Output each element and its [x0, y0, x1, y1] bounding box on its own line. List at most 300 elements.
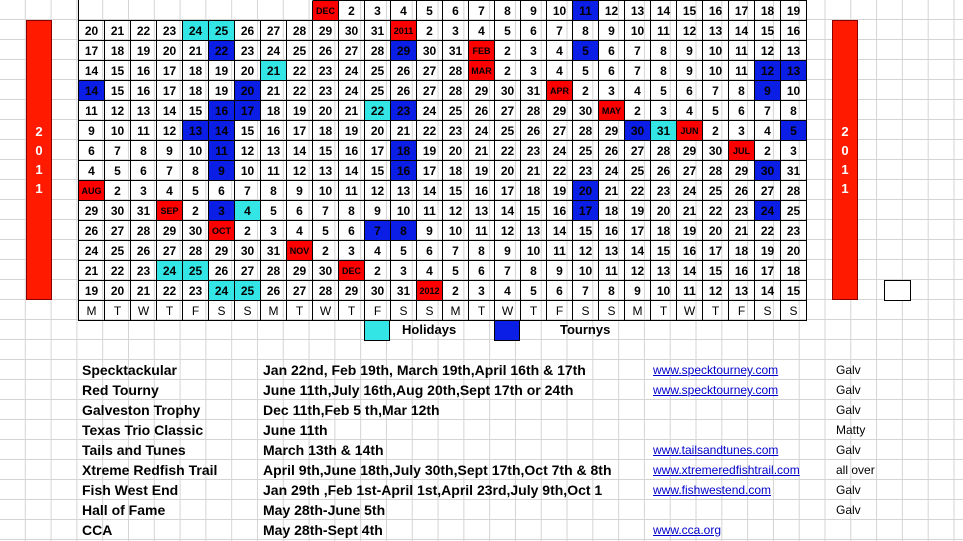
calendar-day-cell: 19 [677, 220, 703, 240]
year-digit: 0 [35, 143, 43, 158]
calendar-day-cell: 3 [651, 100, 677, 120]
event-region: Galv [836, 383, 861, 397]
calendar-day-cell: 19 [547, 180, 573, 200]
calendar-day-cell: 18 [105, 40, 131, 60]
weekday-header-cell: F [365, 300, 391, 320]
calendar-day-cell: 27 [417, 80, 443, 100]
calendar-day-cell: 4 [677, 100, 703, 120]
calendar-day-cell: 2 [339, 0, 365, 20]
calendar-day-cell: 4 [365, 240, 391, 260]
calendar-day-cell: 25 [365, 80, 391, 100]
calendar-day-cell: 31 [443, 40, 469, 60]
event-row [0, 360, 963, 380]
month-marker-cell: DEC [313, 0, 339, 20]
calendar-day-cell: 17 [235, 100, 261, 120]
calendar-day-cell: 23 [131, 260, 157, 280]
calendar-day-cell: 15 [313, 140, 339, 160]
calendar-day-cell: 8 [599, 280, 625, 300]
calendar-day-cell: 8 [729, 80, 755, 100]
calendar-day-cell: 31 [365, 20, 391, 40]
year-digit: 1 [35, 162, 43, 177]
calendar-day-cell: 20 [235, 80, 261, 100]
calendar-day-cell: 15 [703, 260, 729, 280]
calendar-day-cell: 19 [131, 40, 157, 60]
calendar-day-cell: 18 [183, 60, 209, 80]
calendar-day-cell: 31 [521, 80, 547, 100]
calendar-day-cell: 29 [79, 200, 105, 220]
calendar-day-cell: 26 [651, 160, 677, 180]
year-banner-left [26, 20, 52, 300]
year-digit: 2 [841, 124, 849, 139]
calendar-day-cell: 15 [781, 280, 807, 300]
calendar-day-cell: 18 [261, 100, 287, 120]
calendar-day-cell: 25 [209, 20, 235, 40]
calendar-day-cell: 14 [287, 140, 313, 160]
calendar-day-cell: 10 [521, 240, 547, 260]
calendar-day-cell: 11 [261, 160, 287, 180]
event-region: Galv [836, 363, 861, 377]
year-digit: 1 [35, 181, 43, 196]
calendar-day-cell: 11 [651, 20, 677, 40]
calendar-day-cell: 12 [365, 180, 391, 200]
calendar-day-cell: 31 [391, 280, 417, 300]
event-link[interactable]: www.fishwestend.com [653, 483, 772, 497]
weekday-header-cell: S [599, 300, 625, 320]
month-marker-cell: JUN [677, 120, 703, 140]
year-digit: 2 [35, 124, 43, 139]
calendar-day-cell: 19 [339, 120, 365, 140]
calendar-day-cell: 2 [365, 260, 391, 280]
calendar-day-cell: 29 [469, 80, 495, 100]
calendar-day-cell: 9 [157, 140, 183, 160]
calendar-day-cell [105, 0, 131, 20]
calendar-day-cell: 20 [495, 160, 521, 180]
calendar-day-cell: 7 [235, 180, 261, 200]
calendar-day-cell: 5 [703, 100, 729, 120]
event-region: Galv [836, 403, 861, 417]
calendar-day-cell: 17 [157, 60, 183, 80]
calendar-day-cell [235, 0, 261, 20]
calendar-day-cell: 29 [339, 280, 365, 300]
calendar-day-cell: 16 [339, 140, 365, 160]
calendar-day-cell: 28 [287, 20, 313, 40]
calendar-day-cell: 21 [261, 80, 287, 100]
calendar-day-cell: 29 [729, 160, 755, 180]
calendar-day-cell: 25 [781, 200, 807, 220]
calendar-day-cell: 16 [469, 180, 495, 200]
calendar-day-cell: 13 [625, 0, 651, 20]
weekday-header-cell: T [521, 300, 547, 320]
calendar-day-cell: 10 [391, 200, 417, 220]
calendar-day-cell: 2 [703, 120, 729, 140]
calendar-day-cell: 21 [183, 40, 209, 60]
calendar-day-cell: 8 [651, 40, 677, 60]
calendar-day-cell: 29 [547, 100, 573, 120]
event-link[interactable]: www.tailsandtunes.com [653, 443, 779, 457]
calendar-day-cell: 3 [365, 0, 391, 20]
event-row [0, 420, 963, 440]
calendar-day-cell: 5 [495, 20, 521, 40]
calendar-day-cell: 30 [755, 160, 781, 180]
calendar-day-cell: 14 [79, 60, 105, 80]
calendar-day-cell: 14 [157, 100, 183, 120]
calendar-day-cell: 16 [261, 120, 287, 140]
calendar-day-cell: 13 [599, 240, 625, 260]
calendar-day-cell: 24 [339, 60, 365, 80]
event-dates: May 28th-Sept 4th [263, 522, 383, 538]
calendar-day-cell: 23 [183, 280, 209, 300]
month-marker-cell: JUL [729, 140, 755, 160]
calendar-day-cell: 16 [729, 260, 755, 280]
calendar-day-cell: 10 [547, 0, 573, 20]
calendar-day-cell: 17 [417, 160, 443, 180]
calendar-day-cell: 25 [495, 120, 521, 140]
calendar-day-cell: 15 [677, 0, 703, 20]
calendar-day-cell: 30 [339, 20, 365, 40]
calendar-day-cell: 4 [287, 220, 313, 240]
calendar-day-cell: 9 [209, 160, 235, 180]
calendar-day-cell: 6 [79, 140, 105, 160]
calendar-day-cell: 13 [313, 160, 339, 180]
event-row [0, 400, 963, 420]
month-marker-cell: 2012 [417, 280, 443, 300]
calendar-day-cell: 2 [105, 180, 131, 200]
calendar-day-cell: 10 [313, 180, 339, 200]
calendar-day-cell: 9 [677, 60, 703, 80]
calendar-day-cell: 9 [417, 220, 443, 240]
calendar-day-cell: 22 [625, 180, 651, 200]
calendar-day-cell: 5 [261, 200, 287, 220]
calendar-day-cell: 25 [573, 140, 599, 160]
event-name: Tails and Tunes [82, 442, 186, 458]
calendar-day-cell: 16 [677, 240, 703, 260]
calendar-day-cell: 20 [703, 220, 729, 240]
calendar-day-cell: 4 [547, 40, 573, 60]
calendar-day-cell: 11 [547, 240, 573, 260]
calendar-day-cell: 7 [625, 40, 651, 60]
calendar-day-cell: 23 [729, 200, 755, 220]
calendar-day-cell: 28 [261, 260, 287, 280]
calendar-day-cell: 28 [651, 140, 677, 160]
calendar-day-cell: 18 [599, 200, 625, 220]
calendar-day-cell: 9 [521, 0, 547, 20]
calendar-day-cell: 8 [339, 200, 365, 220]
event-link[interactable]: www.specktourney.com [653, 383, 779, 397]
calendar-day-cell: 10 [651, 280, 677, 300]
calendar-day-cell: 17 [79, 40, 105, 60]
calendar-day-cell: 3 [599, 80, 625, 100]
calendar-day-cell: 22 [157, 280, 183, 300]
calendar-day-cell: 15 [443, 180, 469, 200]
calendar-day-cell: 22 [495, 140, 521, 160]
calendar-day-cell: 2 [183, 200, 209, 220]
calendar-day-cell: 22 [365, 100, 391, 120]
calendar-day-cell: 27 [547, 120, 573, 140]
calendar-day-cell: 18 [183, 80, 209, 100]
calendar-day-cell: 22 [703, 200, 729, 220]
calendar-day-cell: 26 [131, 240, 157, 260]
calendar-day-cell: 7 [443, 240, 469, 260]
calendar-day-cell: 15 [105, 80, 131, 100]
calendar-day-cell: 17 [703, 240, 729, 260]
calendar-day-cell: 23 [443, 120, 469, 140]
calendar-day-cell: 21 [79, 260, 105, 280]
weekday-header-cell: W [131, 300, 157, 320]
calendar-day-cell: 8 [521, 260, 547, 280]
calendar-day-cell: 30 [105, 200, 131, 220]
empty-cell-box [884, 280, 911, 301]
calendar-day-cell: 20 [157, 40, 183, 60]
calendar-day-cell: 11 [729, 60, 755, 80]
calendar-day-cell: 13 [651, 260, 677, 280]
event-row [0, 500, 963, 520]
calendar-day-cell: 23 [521, 140, 547, 160]
weekday-header-cell: S [755, 300, 781, 320]
calendar-day-cell: 16 [547, 200, 573, 220]
tournys-swatch [494, 320, 520, 341]
calendar-day-cell: 16 [131, 80, 157, 100]
calendar-day-cell: 9 [599, 20, 625, 40]
calendar-day-cell: 26 [391, 60, 417, 80]
weekday-header-cell: T [157, 300, 183, 320]
calendar-day-cell: 5 [573, 60, 599, 80]
calendar-day-cell: 31 [261, 240, 287, 260]
calendar-day-cell: 20 [313, 100, 339, 120]
event-link[interactable]: www.specktourney.com [653, 363, 779, 377]
calendar-day-cell: 8 [781, 100, 807, 120]
calendar-day-cell: 2 [573, 80, 599, 100]
calendar-day-cell: 11 [209, 140, 235, 160]
calendar-day-cell: 17 [573, 200, 599, 220]
calendar-day-cell: 24 [677, 180, 703, 200]
calendar-day-cell: 15 [183, 100, 209, 120]
calendar-day-cell: 27 [677, 160, 703, 180]
weekday-header-cell: T [105, 300, 131, 320]
weekday-header-cell: M [261, 300, 287, 320]
calendar-day-cell: 26 [391, 80, 417, 100]
weekday-header-cell: S [209, 300, 235, 320]
calendar-day-cell: 2 [443, 280, 469, 300]
calendar-day-cell: 7 [755, 100, 781, 120]
calendar-day-cell: 15 [573, 220, 599, 240]
event-dates: Dec 11th,Feb 5 th,Mar 12th [263, 402, 440, 418]
calendar-day-cell: 25 [443, 100, 469, 120]
calendar-day-cell [183, 0, 209, 20]
calendar-day-cell: 2 [495, 60, 521, 80]
calendar-day-cell: 30 [417, 40, 443, 60]
event-region: Galv [836, 503, 861, 517]
calendar-day-cell: 23 [391, 100, 417, 120]
event-region: all over [836, 463, 875, 477]
calendar-day-cell: 20 [235, 60, 261, 80]
calendar-day-cell: 16 [391, 160, 417, 180]
event-dates: April 9th,June 18th,July 30th,Sept 17th,Oct 7th & 8th [263, 462, 612, 478]
month-marker-cell: FEB [469, 40, 495, 60]
calendar-day-cell: 7 [313, 200, 339, 220]
calendar-day-cell: 20 [443, 140, 469, 160]
calendar-day-cell: 13 [131, 100, 157, 120]
calendar-day-cell: 9 [677, 40, 703, 60]
calendar-day-cell: 11 [573, 0, 599, 20]
holidays-swatch [364, 320, 390, 341]
month-marker-cell: NOV [287, 240, 313, 260]
calendar-day-cell: 21 [131, 280, 157, 300]
event-link[interactable]: www.xtremeredfishtrail.com [653, 463, 800, 477]
calendar-day-cell: 28 [443, 60, 469, 80]
calendar-day-cell: 5 [781, 120, 807, 140]
calendar-day-cell: 27 [157, 240, 183, 260]
month-marker-cell: APR [547, 80, 573, 100]
calendar-day-cell: 25 [183, 260, 209, 280]
calendar-day-cell: 4 [625, 80, 651, 100]
calendar-day-cell: 29 [599, 120, 625, 140]
calendar-day-cell: 9 [365, 200, 391, 220]
weekday-header-cell: T [703, 300, 729, 320]
calendar-day-cell: 27 [625, 140, 651, 160]
calendar-day-cell: 29 [157, 220, 183, 240]
calendar-day-cell: 3 [261, 220, 287, 240]
calendar-day-cell: 9 [79, 120, 105, 140]
calendar-day-cell: 28 [183, 240, 209, 260]
calendar-day-cell: 23 [313, 60, 339, 80]
calendar-day-cell: 6 [599, 60, 625, 80]
calendar-day-cell: 22 [105, 260, 131, 280]
calendar-day-cell: 2 [313, 240, 339, 260]
calendar-day-cell: 12 [677, 20, 703, 40]
calendar-day-cell: 18 [729, 240, 755, 260]
calendar-day-cell: 12 [755, 40, 781, 60]
calendar-day-cell: 11 [729, 40, 755, 60]
calendar-day-cell: 21 [599, 180, 625, 200]
calendar-day-cell: 26 [729, 180, 755, 200]
calendar-day-cell: 12 [703, 280, 729, 300]
weekday-header-cell: T [651, 300, 677, 320]
calendar-day-cell: 2 [417, 20, 443, 40]
calendar-day-cell: 20 [651, 200, 677, 220]
calendar-day-cell [157, 0, 183, 20]
calendar-day-cell: 22 [755, 220, 781, 240]
calendar-day-cell: 23 [157, 20, 183, 40]
calendar-day-cell: 29 [391, 40, 417, 60]
calendar-day-cell: 13 [781, 40, 807, 60]
weekday-header-cell: T [339, 300, 365, 320]
calendar-day-cell: 26 [469, 100, 495, 120]
calendar-day-cell: 27 [495, 100, 521, 120]
calendar-day-cell: 4 [79, 160, 105, 180]
calendar-day-cell: 21 [677, 200, 703, 220]
calendar-day-cell: 7 [495, 260, 521, 280]
calendar-day-cell: 22 [417, 120, 443, 140]
calendar-day-cell: 14 [729, 20, 755, 40]
event-name: CCA [82, 522, 113, 538]
calendar-day-cell: 5 [183, 180, 209, 200]
month-marker-cell: SEP [157, 200, 183, 220]
calendar-day-cell: 19 [781, 0, 807, 20]
event-dates: May 28th-June 5th [263, 502, 386, 518]
calendar-day-cell: 6 [417, 240, 443, 260]
event-row [0, 440, 963, 460]
calendar-day-cell: 21 [729, 220, 755, 240]
calendar-day-cell: 10 [703, 40, 729, 60]
calendar-day-cell: 5 [651, 80, 677, 100]
calendar-day-cell: 30 [573, 100, 599, 120]
calendar-day-cell: 13 [469, 200, 495, 220]
weekday-header-cell: F [547, 300, 573, 320]
calendar-day-cell: 11 [131, 120, 157, 140]
calendar-day-cell: 28 [703, 160, 729, 180]
calendar-day-cell: 27 [235, 260, 261, 280]
calendar-day-cell: 9 [625, 280, 651, 300]
weekday-header-cell: S [417, 300, 443, 320]
calendar-day-cell: 30 [703, 140, 729, 160]
calendar-day-cell: 23 [573, 160, 599, 180]
calendar-day-cell: 10 [573, 260, 599, 280]
calendar-day-cell: 26 [261, 280, 287, 300]
calendar-day-cell: 6 [599, 40, 625, 60]
calendar-day-cell: 8 [391, 220, 417, 240]
calendar-day-cell: 18 [521, 180, 547, 200]
calendar-day-cell: 5 [573, 40, 599, 60]
calendar-day-cell: 18 [755, 0, 781, 20]
calendar-day-cell: 7 [573, 280, 599, 300]
calendar-day-cell: 14 [625, 240, 651, 260]
weekday-header-cell: T [469, 300, 495, 320]
calendar-day-cell: 18 [443, 160, 469, 180]
calendar-day-cell: 8 [651, 60, 677, 80]
calendar-day-cell: 15 [651, 240, 677, 260]
month-marker-cell: DEC [339, 260, 365, 280]
calendar-day-cell: 3 [729, 120, 755, 140]
event-link[interactable]: www.cca.org [653, 523, 722, 537]
calendar-day-cell: 10 [781, 80, 807, 100]
calendar-day-cell: 6 [469, 260, 495, 280]
holidays-legend-label: Holidays [402, 322, 457, 337]
event-dates: June 11th,July 16th,Aug 20th,Sept 17th or 24th [263, 382, 574, 398]
calendar-day-cell: 26 [79, 220, 105, 240]
calendar-day-cell: 14 [339, 160, 365, 180]
calendar-day-cell: 28 [313, 280, 339, 300]
calendar-day-cell: 15 [365, 160, 391, 180]
calendar-day-cell: 4 [469, 20, 495, 40]
calendar-day-cell: 17 [157, 80, 183, 100]
calendar-day-cell: 9 [287, 180, 313, 200]
event-name: Fish West End [82, 482, 179, 498]
calendar-day-cell: 28 [573, 120, 599, 140]
calendar-day-cell: 17 [287, 120, 313, 140]
calendar-day-cell: 12 [599, 0, 625, 20]
calendar-day-cell: 5 [417, 0, 443, 20]
calendar-day-cell: 6 [209, 180, 235, 200]
calendar-day-cell: 4 [495, 280, 521, 300]
calendar-day-cell: 5 [391, 240, 417, 260]
weekday-header-cell: M [79, 300, 105, 320]
calendar-day-cell: 6 [521, 20, 547, 40]
event-dates: June 11th [263, 422, 328, 438]
calendar-day-cell: 28 [443, 80, 469, 100]
calendar-day-cell: 7 [105, 140, 131, 160]
calendar-day-cell: 29 [209, 240, 235, 260]
calendar-day-cell: 22 [287, 80, 313, 100]
event-name: Red Tourny [82, 382, 159, 398]
calendar-day-cell: 12 [495, 220, 521, 240]
calendar-day-cell: 24 [157, 260, 183, 280]
event-region: Galv [836, 483, 861, 497]
event-name: Galveston Trophy [82, 402, 201, 418]
calendar-day-cell: 4 [417, 260, 443, 280]
calendar-day-cell [79, 0, 105, 20]
calendar-day-cell: 7 [703, 80, 729, 100]
calendar-day-cell: 24 [183, 20, 209, 40]
